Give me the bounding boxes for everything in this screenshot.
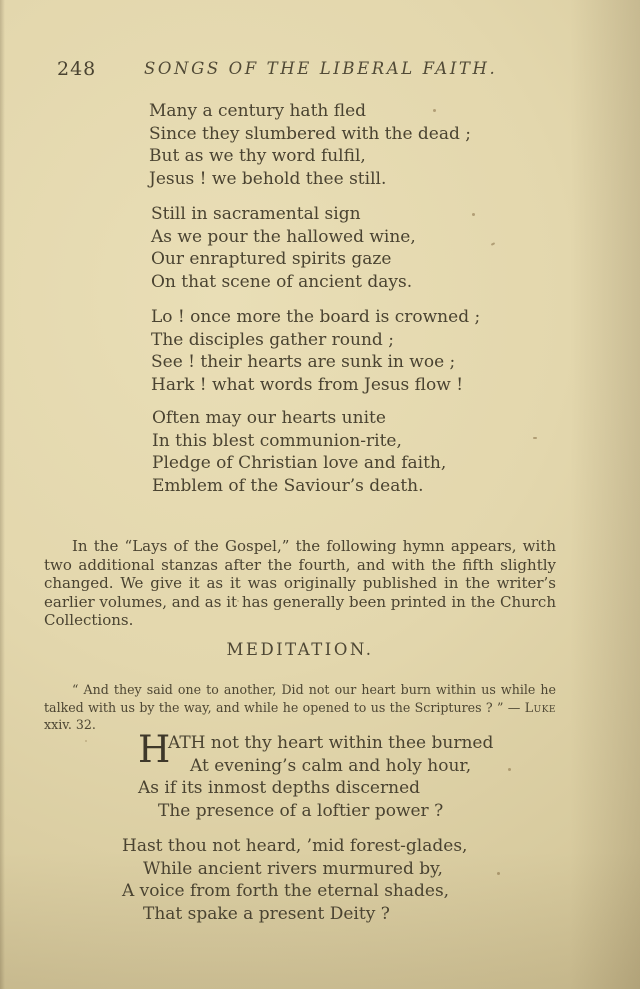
epigraph-quote: “ And they said one to another, Did not our heart burn within us while he talked with us by the way, and while he opened to us the Scriptures ? ” — xyxy=(44,682,556,715)
section-title: MEDITATION. xyxy=(226,640,374,659)
verse-line: But as we thy word fulfil, xyxy=(149,146,366,167)
hymn-stanza-2 xyxy=(151,203,416,293)
paper-speck xyxy=(508,768,511,771)
verse-line: Our enraptured spirits gaze xyxy=(151,249,392,270)
verse-line: At evening’s calm and holy hour, xyxy=(190,755,472,776)
verse-line: Since they slumbered with the dead ; xyxy=(149,123,472,144)
verse-line: Hast thou not heard, ’mid forest-glades, xyxy=(122,836,468,856)
verse-line: Still in sacramental sign xyxy=(151,204,361,224)
verse-line: A voice from forth the eternal shades, xyxy=(122,881,450,902)
verse-line: Pledge of Christian love and faith, xyxy=(152,453,447,474)
verse-line: On that scene of ancient days. xyxy=(151,271,413,292)
page-number: 248 xyxy=(57,58,97,80)
meditation-stanza-2 xyxy=(122,835,467,925)
verse-line: Jesus ! we behold thee still. xyxy=(149,168,387,189)
paper-speck xyxy=(433,109,436,112)
epigraph xyxy=(44,681,556,734)
verse-line: The disciples gather round ; xyxy=(151,329,394,350)
meditation-stanza-1 xyxy=(138,728,494,822)
verse-line: Hark ! what words from Jesus flow ! xyxy=(151,374,464,395)
verse-line: Lo ! once more the board is crowned ; xyxy=(151,307,481,327)
verse-line: The presence of a loftier power ? xyxy=(158,800,444,821)
paper-speck xyxy=(237,600,239,602)
running-title: SONGS OF THE LIBERAL FAITH. xyxy=(144,59,498,78)
epigraph-citation-book: Luke xyxy=(524,699,556,715)
verse-line: Emblem of the Saviour’s death. xyxy=(152,475,424,496)
verse-line: In this blest communion-rite, xyxy=(152,430,402,451)
paper-speck xyxy=(85,740,87,742)
verse-line: ATH not thy heart within thee burned xyxy=(168,733,494,753)
hymn-stanza-3 xyxy=(151,306,480,396)
epigraph-citation-ref: xxiv. 32. xyxy=(44,717,96,733)
verse-line: While ancient rivers murmured by, xyxy=(143,858,443,879)
verse-line: See ! their hearts are sunk in woe ; xyxy=(151,352,456,373)
verse-line: As if its inmost depths discerned xyxy=(138,778,421,799)
hymn-stanza-4 xyxy=(152,407,446,497)
paper-speck xyxy=(472,213,475,216)
hymn-stanza-1 xyxy=(149,100,471,190)
paper-speck xyxy=(533,437,537,439)
paper-speck xyxy=(497,872,500,875)
drop-cap-initial: H xyxy=(138,728,171,771)
verse-line: Often may our hearts unite xyxy=(152,408,386,428)
paper-speck xyxy=(491,242,495,246)
verse-line: That spake a present Deity ? xyxy=(143,903,390,924)
editorial-note: In the “Lays of the Gospel,” the following hymn appears, with two additional stanzas after the fourth, and with the fifth slightly changed. We give it as it was originally published in the writer’s earlier volumes, and as it has generally been printed in the Church Collections. xyxy=(44,537,556,630)
verse-line: As we pour the hallowed wine, xyxy=(151,226,416,247)
verse-line: Many a century hath fled xyxy=(149,101,367,121)
